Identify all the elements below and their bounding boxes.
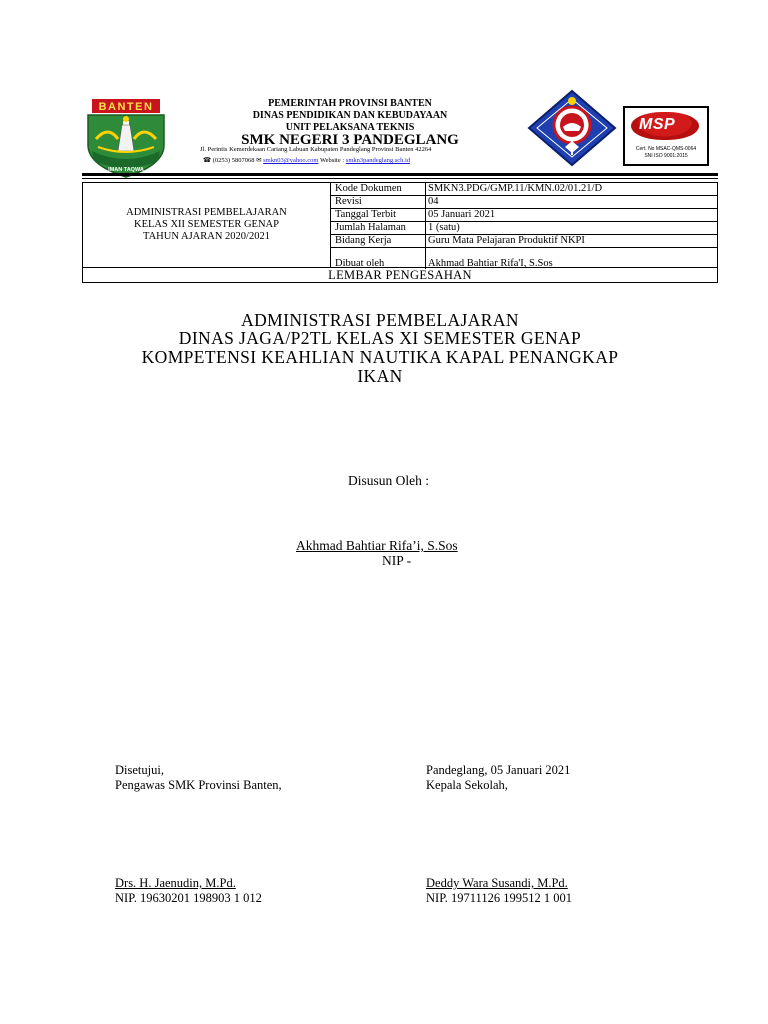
website-label: Website :: [319, 157, 345, 164]
document-control-table: [82, 182, 718, 283]
approval-sheet-heading: LEMBAR PENGESAHAN: [83, 267, 717, 283]
phone-icon: ☎: [203, 157, 212, 164]
prepared-by-label: Disusun Oleh :: [348, 473, 429, 488]
document-title-line-4: IKAN: [357, 366, 403, 386]
msp-certification-logo: [623, 106, 709, 166]
email-link[interactable]: smkn03@yahoo.com: [263, 157, 319, 164]
document-title-line-3: KOMPETENSI KEAHLIAN NAUTIKA KAPAL PENANGKAP: [141, 347, 619, 367]
principal-name: Deddy Wara Susandi, M.Pd.: [426, 876, 568, 890]
msp-cert-standard: SNI ISO 9001:2015: [644, 153, 688, 159]
banten-logo-text: BANTEN: [98, 101, 154, 113]
table-row: [330, 248, 717, 269]
table-row: [330, 183, 717, 196]
approval-label: Disetujui,: [115, 763, 164, 777]
doc-table-class: KELAS XII SEMESTER GENAP: [134, 219, 279, 230]
letterhead-school-name: SMK NEGERI 3 PANDEGLANG: [241, 132, 459, 148]
letterhead-government: PEMERINTAH PROVINSI BANTEN: [268, 98, 432, 109]
row-value: 04: [428, 196, 439, 207]
row-value: Akhmad Bahtiar Rifa'I, S.Sos: [428, 258, 553, 269]
mail-icon: ✉: [256, 157, 262, 164]
principal-nip: NIP. 19711126 199512 1 001: [426, 891, 572, 905]
supervisor-name: Drs. H. Jaenudin, M.Pd.: [115, 876, 236, 890]
banten-logo-motto: IMAN TAQWA: [108, 167, 144, 173]
letterhead-rule-thin: [82, 178, 718, 179]
row-key: Revisi: [330, 196, 426, 208]
row-key: Bidang Kerja: [330, 235, 426, 247]
row-key: Jumlah Halaman: [330, 222, 426, 234]
doc-table-description: [83, 183, 331, 267]
row-value: 05 Januari 2021: [428, 209, 496, 220]
doc-table-year: TAHUN AJARAN 2020/2021: [143, 231, 270, 242]
doc-table-title: ADMINISTRASI PEMBELAJARAN: [126, 207, 287, 218]
author-nip: NIP -: [382, 553, 412, 568]
place-date: Pandeglang, 05 Januari 2021: [426, 763, 571, 777]
msp-cert-number: Cert. No MSAC-QMS-0064: [635, 146, 697, 152]
letterhead-rule-thick: [82, 173, 718, 176]
row-value: Guru Mata Pelajaran Produktif NKPI: [428, 235, 585, 246]
row-value: 1 (satu): [428, 222, 460, 233]
supervisor-title: Pengawas SMK Provinsi Banten,: [115, 778, 282, 792]
letterhead-contact: [203, 156, 533, 164]
table-row: [330, 222, 717, 235]
website-link[interactable]: smkn3pandeglang.sch.id: [345, 157, 411, 164]
msp-logo-text: MSP: [639, 116, 676, 133]
row-key: Tanggal Terbit: [330, 209, 426, 221]
author-name: Akhmad Bahtiar Rifa’i, S.Sos: [296, 538, 458, 553]
table-row: [330, 209, 717, 222]
supervisor-nip: NIP. 19630201 198903 1 012: [115, 891, 262, 905]
document-title-line-1: ADMINISTRASI PEMBELAJARAN: [241, 310, 519, 330]
row-key: Dibuat oleh: [330, 248, 426, 269]
row-key: Kode Dokumen: [330, 183, 426, 195]
document-title-line-2: DINAS JAGA/P2TL KELAS XI SEMESTER GENAP: [178, 328, 582, 348]
table-row: [330, 196, 717, 209]
doc-table-rows: [330, 183, 717, 269]
letterhead-department: DINAS PENDIDIKAN DAN KEBUDAYAAN: [252, 110, 448, 121]
principal-title: Kepala Sekolah,: [426, 778, 508, 792]
letterhead-address: Jl. Perintis Kemerdekaan Cariang Labuan Kabupaten Pandeglang Provinsi Banten 42264: [200, 146, 432, 153]
school-logo: [527, 89, 617, 167]
phone-number: (0253) 5807068: [212, 157, 255, 164]
table-row: [330, 235, 717, 248]
row-value: SMKN3.PDG/GMP.11/KMN.02/01.21/D: [428, 183, 603, 194]
letterhead-unit: UNIT PELAKSANA TEKNIS: [285, 122, 415, 133]
